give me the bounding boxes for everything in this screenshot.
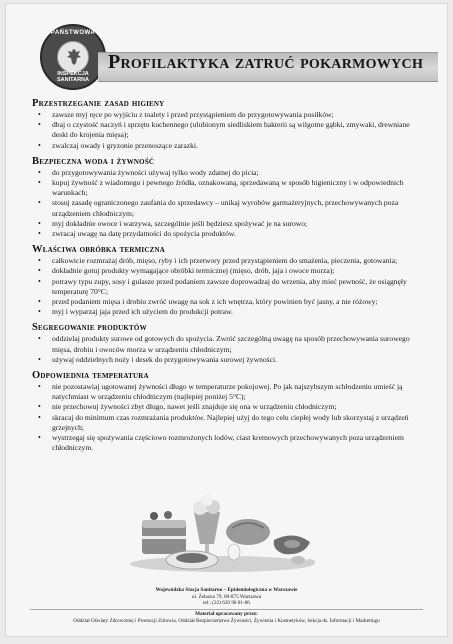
emblem-top-text: PAŃSTWOWA	[50, 30, 96, 36]
footer-address: ul. Żelazna 79, 00-875 Warszawa	[191, 593, 262, 600]
bullet-list	[32, 334, 424, 365]
bullet-list	[32, 168, 424, 239]
list-item: • do przygotowywania żywności używaj tylko wody zdatnej do picia;	[52, 168, 424, 178]
leaflet-page	[6, 4, 447, 636]
list-item: • oddzielaj produkty surowe od gotowych do spożycia. Zwróć szczególną uwagę na sposób przechowywania surowego mięsa, drobiu i owoców morza w urządzeniu chłodniczym;	[52, 334, 424, 354]
section-title: Segregowanie produktów	[32, 322, 147, 334]
list-item: • myj i wyparzaj jaja przed ich użyciem do produkcji potraw.	[52, 307, 424, 317]
section-title: Właściwa obróbka termiczna	[32, 244, 165, 256]
section-thermal-processing	[32, 244, 424, 317]
emblem-center	[57, 41, 89, 73]
section-safe-water-food	[32, 156, 424, 239]
emblem-bottom-text: INSPEKCJA SANITARNA	[57, 71, 89, 83]
content	[32, 98, 424, 458]
footer-prepared-by: Oddział Oświaty Zdrowotnej i Promocji Zdrowia, Oddział Bezpieczeństwa Żywności, Żywienia i Kosmetyków, Sekcja ds. Informacji i Marketingu	[73, 617, 380, 624]
meat-icon	[274, 535, 310, 554]
section-title: Przestrzeganie zasad higieny	[32, 98, 165, 109]
list-item: • dokładnie gotuj produkty wymagające obróbki termicznej (mięso, drób, jaja i owoce morza);	[52, 266, 424, 276]
list-item: • stosuj zasadę ograniczonego zaufania do sprzedawcy – unikaj wyrobów garmażeryjnych, przechowywanych poza urządzeniem chłodniczym;	[52, 198, 424, 218]
list-item: • zwracaj uwagę na datę przydatności do spożycia produktów.	[52, 229, 424, 239]
list-item: • wystrzegaj się spożywania częściowo rozmrożonych lodów, ciast kremowych przechowywanych poza urządzeniem chłodniczym.	[52, 433, 424, 453]
egg-icon	[228, 544, 240, 560]
list-item: • kupuj żywność z wiadomego i pewnego źródła, oznakowaną, sprzedawaną w sposób higieniczny i w odpowiednich warunkach;	[52, 178, 424, 198]
plate-icon	[166, 551, 218, 569]
section-segregation	[32, 322, 424, 365]
list-item: • przed podaniem mięsa i drobiu zwróć uwagę na sok z ich wnętrza, który powinien być jasny, a nie różowy;	[52, 297, 424, 307]
footer-phone: tel.: (22) 620 90 01-06	[203, 600, 250, 607]
page-title: Profilaktyka zatruć pokarmowych	[108, 51, 424, 73]
list-item: • nie pozostawiaj ugotowanej żywności długo w temperaturze pokojowej. Po jak najszybszym schłodzeniu umieść ją natychmiast w urządzeniu chłodniczym (najlepiej poniżej 5°C);	[52, 382, 424, 402]
bread-icon	[226, 519, 270, 545]
bullet-list	[32, 382, 424, 453]
eagle-icon	[65, 47, 83, 67]
section-hygiene	[32, 98, 424, 151]
footer-org: Wojewódzka Stacja Sanitarno – Epidemiologiczna w Warszawie	[155, 587, 298, 593]
footer-prepared-label: Materiał opracowany przez:	[195, 611, 258, 617]
section-title: Bezpieczna woda i żywność	[32, 155, 155, 167]
list-item: • używaj oddzielnych noży i desek do przygotowywania surowej żywności.	[52, 355, 424, 365]
list-item: • zwalczaj owady i gryzonie przenoszące zarazki.	[52, 141, 424, 151]
bullet-list	[32, 110, 424, 151]
footer-contact	[6, 587, 447, 607]
bullet-list	[32, 256, 424, 317]
list-item: • skracaj do minimum czas rozmrażania produktów. Najlepiej użyj do tego celu ciepłej wody lub skorzystaj z urządzeń grzejnych;	[52, 413, 424, 433]
sanitary-inspection-emblem	[40, 24, 106, 90]
food-illustration	[124, 482, 320, 574]
section-title: Odpowiednia temperatura	[32, 370, 149, 382]
list-item: • całkowicie rozmrażaj drób, mięso, ryby i ich przetwory przed przystąpieniem do smażenia, pieczenia, gotowania;	[52, 256, 424, 266]
footer-divider	[30, 609, 423, 610]
list-item: • nie przechowuj żywności zbyt długo, nawet jeśli znajduje się ona w urządzeniu chłodniczym;	[52, 402, 424, 412]
footer-credits	[6, 611, 447, 624]
list-item: • myj dokładnie owoce i warzywa, szczególnie jeśli będziesz spożywać je na surowo;	[52, 219, 424, 229]
dessert-glass-icon	[193, 494, 220, 560]
list-item: • zawsze myj ręce po wyjściu z toalety i przed przystąpieniem do przygotowywania posiłków;	[52, 110, 424, 120]
section-temperature	[32, 370, 424, 453]
list-item: • dbaj o czystość naczyń i sprzętu kuchennego (ulubionym siedliskiem bakterii są wilgotne gąbki, zmywaki, drewniane deski do krojenia mięsa);	[52, 120, 424, 140]
cake-icon	[142, 511, 186, 554]
list-item: • potrawy typu zupy, sosy i gulasze przed podaniem zawsze doprowadzaj do wrzenia, aby mieć pewność, że osiągnęły temperaturę 70°C;	[52, 277, 424, 297]
